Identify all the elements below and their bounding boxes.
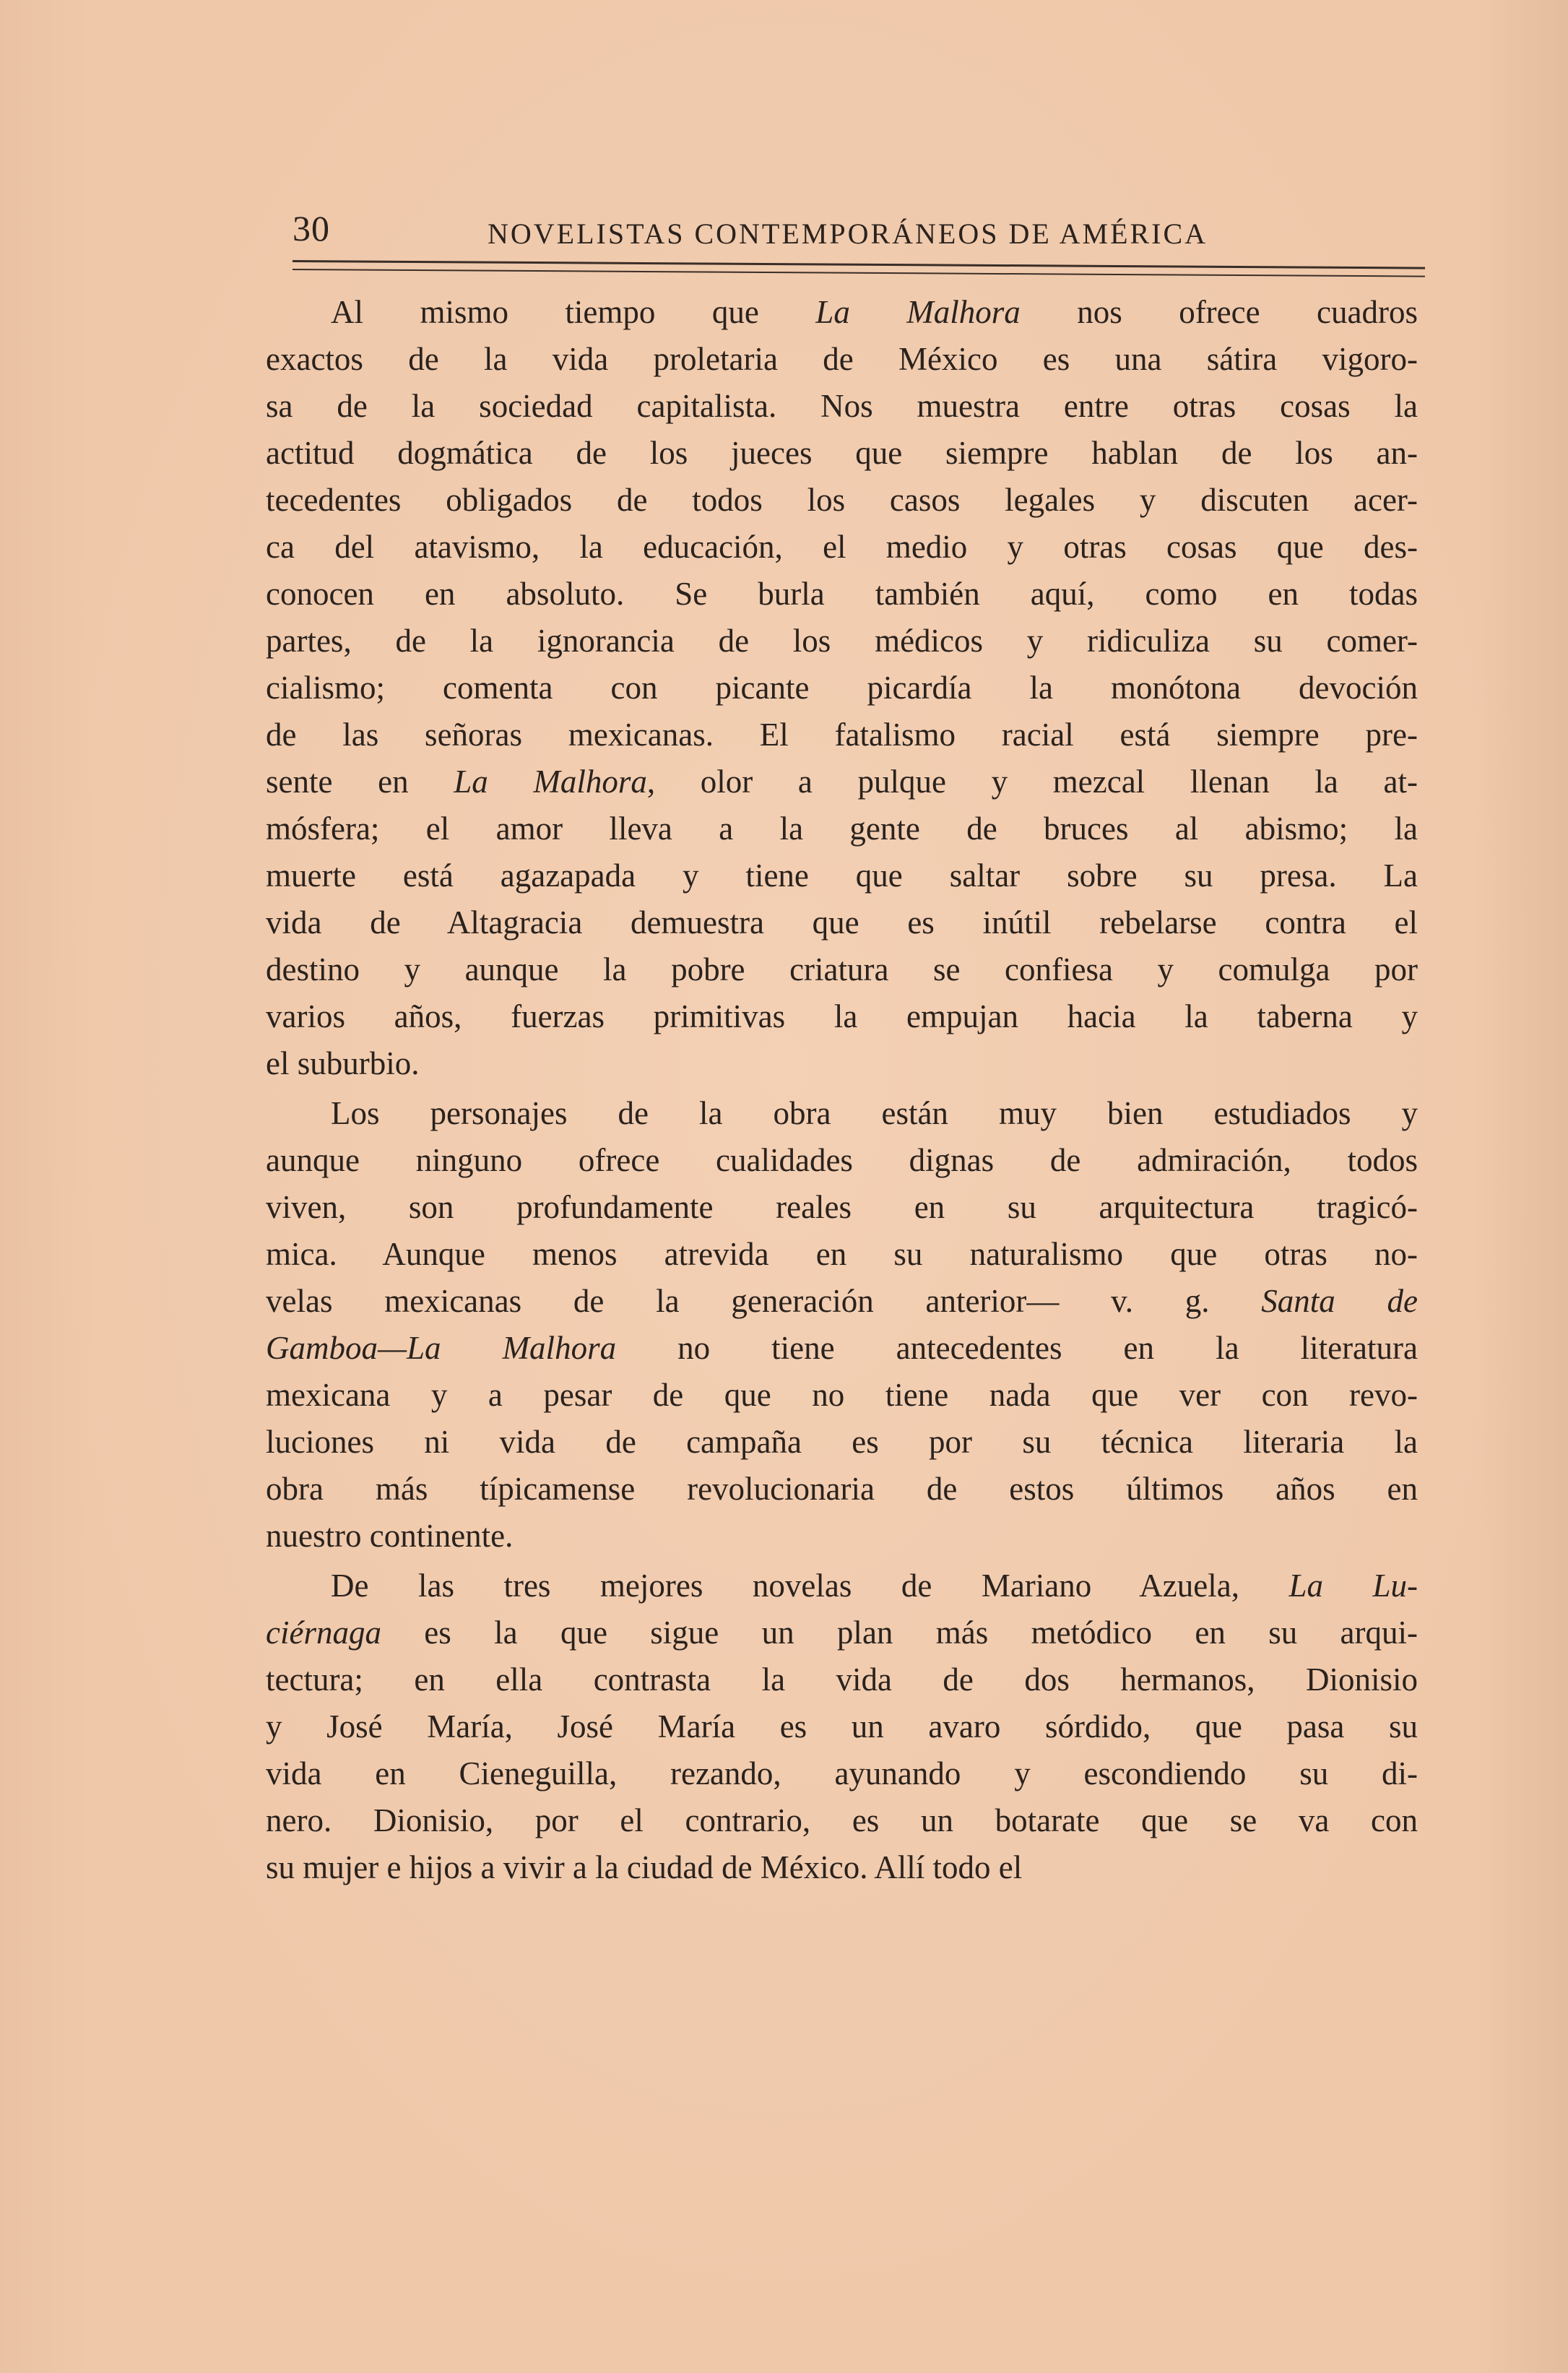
- text-segment: es la que sigue un plan más metódico en su arqui-: [381, 1615, 1418, 1651]
- paragraph: [266, 1090, 1418, 1560]
- text-segment: viven, son profundamente reales en su arquitectura tragicó-: [266, 1189, 1418, 1225]
- text-line: [266, 618, 1418, 665]
- text-line: [266, 477, 1418, 524]
- text-segment: De las tres mejores novelas de Mariano Azuela,: [331, 1568, 1289, 1604]
- italic-title: La Malhora: [454, 764, 647, 800]
- text-segment: Los personajes de la obra están muy bien estudiados y: [331, 1095, 1418, 1131]
- text-segment: tecedentes obligados de todos los casos legales y discuten acer-: [266, 482, 1418, 518]
- text-line: [266, 1231, 1418, 1278]
- text-line: [266, 336, 1418, 383]
- paragraph: [266, 1562, 1418, 1891]
- text-line: [266, 1609, 1418, 1656]
- text-line: [266, 1513, 1418, 1560]
- italic-title: ciérnaga: [266, 1615, 381, 1651]
- text-line: [266, 1703, 1418, 1750]
- page-number: 30: [293, 208, 330, 248]
- text-segment: sa de la sociedad capitalista. Nos muestra entre otras cosas la: [266, 388, 1418, 424]
- text-line: [266, 1090, 1418, 1137]
- text-segment: muerte está agazapada y tiene que saltar sobre su presa. La: [266, 857, 1418, 894]
- text-line: [266, 289, 1418, 336]
- italic-title: La Malhora: [815, 294, 1021, 330]
- body-text: [266, 289, 1418, 1891]
- text-segment: ca del atavismo, la educación, el medio y otras cosas que des-: [266, 529, 1418, 565]
- text-line: [266, 1040, 1418, 1087]
- text-segment: varios años, fuerzas primitivas la empujan hacia la taberna y: [266, 998, 1418, 1034]
- text-segment: de las señoras mexicanas. El fatalismo racial está siempre pre-: [266, 717, 1418, 753]
- text-line: [266, 383, 1418, 430]
- italic-title: Santa de: [1261, 1283, 1418, 1319]
- text-line: [266, 899, 1418, 946]
- text-line: [266, 758, 1418, 805]
- text-line: [266, 1750, 1418, 1797]
- text-segment: partes, de la ignorancia de los médicos y ridiculiza su comer-: [266, 623, 1418, 659]
- text-line: [266, 1797, 1418, 1844]
- text-line: [266, 1278, 1418, 1325]
- text-segment: nero. Dionisio, por el contrario, es un botarate que se va con: [266, 1802, 1418, 1838]
- text-segment: tectura; en ella contrasta la vida de dos hermanos, Dionisio: [266, 1661, 1418, 1698]
- text-line: [266, 1137, 1418, 1184]
- text-segment: mexicana y a pesar de que no tiene nada que ver con revo-: [266, 1377, 1418, 1413]
- text-segment: nuestro continente.: [266, 1518, 514, 1554]
- text-segment: destino y aunque la pobre criatura se confiesa y comulga por: [266, 951, 1418, 987]
- text-segment: nos ofrece cuadros: [1020, 294, 1418, 330]
- text-line: [266, 1372, 1418, 1419]
- text-line: [266, 993, 1418, 1040]
- text-line: [266, 1844, 1418, 1891]
- text-line: [266, 712, 1418, 758]
- text-segment: mica. Aunque menos atrevida en su naturalismo que otras no-: [266, 1236, 1418, 1272]
- text-line: [266, 1184, 1418, 1231]
- text-segment: el suburbio.: [266, 1045, 420, 1081]
- text-line: [266, 852, 1418, 899]
- text-line: [266, 1419, 1418, 1466]
- running-head-title: NOVELISTAS CONTEMPORÁNEOS DE AMÉRICA: [488, 217, 1208, 250]
- text-segment: exactos de la vida proletaria de México es una sátira vigoro-: [266, 341, 1418, 377]
- text-segment: vida en Cieneguilla, rezando, ayunando y escondiendo su di-: [266, 1755, 1418, 1791]
- text-segment: vida de Altagracia demuestra que es inútil rebelarse contra el: [266, 904, 1418, 941]
- paragraph: [266, 289, 1418, 1087]
- text-segment: su mujer e hijos a vivir a la ciudad de México. Allí todo el: [266, 1849, 1023, 1885]
- text-line: [266, 571, 1418, 618]
- text-line: [266, 946, 1418, 993]
- text-segment: no tiene antecedentes en la literatura: [616, 1330, 1418, 1366]
- text-line: [266, 1562, 1418, 1609]
- text-segment: mósfera; el amor lleva a la gente de bruces al abismo; la: [266, 811, 1418, 847]
- italic-title: La Lu-: [1288, 1568, 1418, 1604]
- text-segment: sente en: [266, 764, 454, 800]
- text-segment: cialismo; comenta con picante picardía la monótona devoción: [266, 670, 1418, 706]
- text-segment: y José María, José María es un avaro sórdido, que pasa su: [266, 1708, 1418, 1745]
- text-segment: , olor a pulque y mezcal llenan la at-: [646, 764, 1418, 800]
- text-line: [266, 665, 1418, 712]
- text-line: [266, 1656, 1418, 1703]
- text-segment: conocen en absoluto. Se burla también aquí, como en todas: [266, 576, 1418, 612]
- text-line: [266, 1466, 1418, 1513]
- text-line: [266, 524, 1418, 571]
- text-line: [266, 805, 1418, 852]
- text-segment: actitud dogmática de los jueces que siempre hablan de los an-: [266, 435, 1418, 471]
- text-line: [266, 1325, 1418, 1372]
- text-segment: velas mexicanas de la generación anterior— v. g.: [266, 1283, 1262, 1319]
- text-segment: Al mismo tiempo que: [331, 294, 816, 330]
- text-line: [266, 430, 1418, 477]
- text-segment: aunque ninguno ofrece cualidades dignas de admiración, todos: [266, 1142, 1418, 1178]
- text-segment: luciones ni vida de campaña es por su técnica literaria la: [266, 1424, 1418, 1460]
- text-segment: obra más típicamense revolucionaria de estos últimos años en: [266, 1471, 1418, 1507]
- running-head: [293, 199, 1425, 257]
- italic-title: Gamboa—La Malhora: [266, 1330, 617, 1366]
